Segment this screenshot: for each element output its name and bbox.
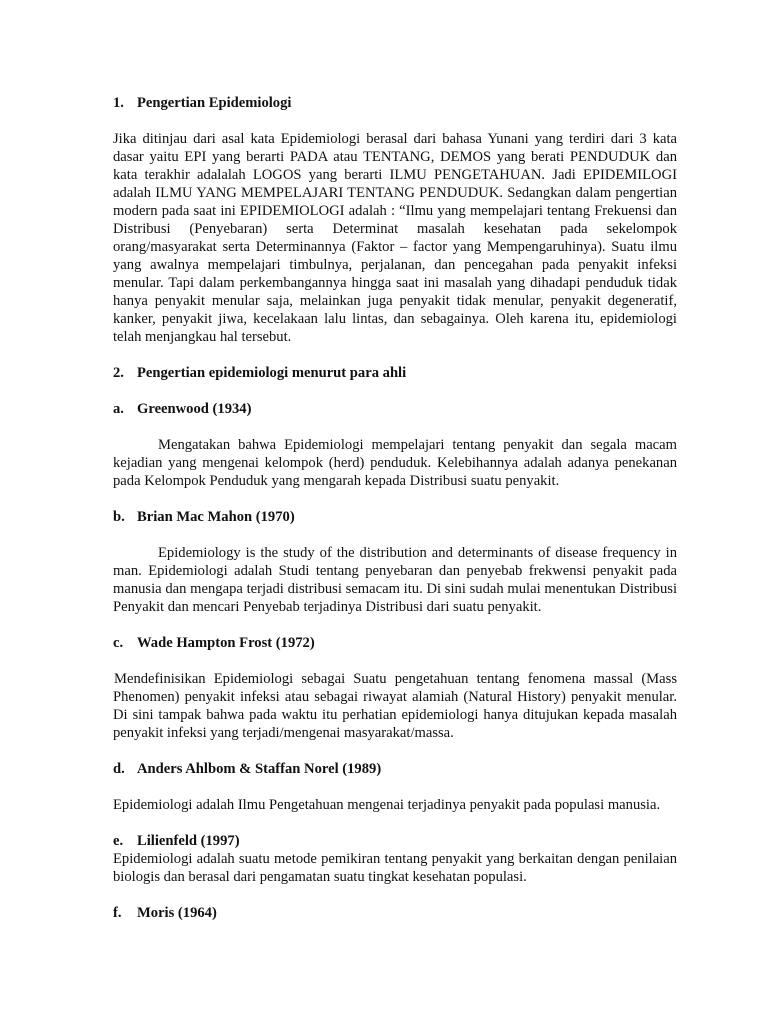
expert-b-body: Epidemiology is the study of the distribution and determinants of disease frequency in man. Epidemiologi adalah Studi tentang penyebaran dan penyebab frekwensi penyakit pada manusia dan mengapa terjadi distribusi semacam itu. Di sini sudah mulai menentukan Distribusi Penyakit dan mencari Penyebab terjadinya Distribusi dari suatu penyakit. [113,545,677,615]
expert-d-name: Anders Ahlbom & Staffan Norel (1989) [137,761,382,777]
section-1-heading [113,94,677,112]
expert-d-letter: d. [113,761,125,777]
expert-c-letter: c. [113,635,124,651]
expert-a-letter: a. [113,401,124,417]
expert-c-heading [113,634,677,652]
expert-b-name: Brian Mac Mahon (1970) [137,509,295,525]
expert-a-heading [113,400,677,418]
expert-a-name: Greenwood (1934) [137,401,252,417]
document-page [113,94,677,922]
expert-f-name: Moris (1964) [137,905,217,921]
section-2-number: 2. [113,365,124,381]
section-2-heading [113,364,677,382]
expert-e-letter: e. [113,833,124,849]
expert-b-letter: b. [113,509,125,525]
expert-c-name: Wade Hampton Frost (1972) [137,635,315,651]
expert-f-letter: f. [113,905,122,921]
section-1-number: 1. [113,95,124,111]
expert-d-heading [113,760,677,778]
expert-f-heading [113,904,677,922]
expert-e-body: Epidemiologi adalah suatu metode pemikiran tentang penyakit yang berkaitan dengan penilaian biologis dan berasal dari pengamatan suatu tingkat kesehatan populasi. [113,851,677,885]
expert-b-heading [113,508,677,526]
section-1-body: Jika ditinjau dari asal kata Epidemiologi berasal dari bahasa Yunani yang terdiri dari 3 kata dasar yaitu EPI yang berarti PADA atau TENTANG, DEMOS yang berati PENDUDUK dan kata terakhir adalalah LOGOS yang berarti ILMU PENGETAHUAN. Jadi EPIDEMILOGI adalah ILMU YANG MEMPELAJARI TENTANG PENDUDUK. Sedangkan dalam pengertian modern pada saat ini EPIDEMIOLOGI adalah : “Ilmu yang mempelajari tentang Frekuensi dan Distribusi (Penyebaran) serta Determinat masalah kesehatan pada sekelompok orang/masyarakat serta Determinannya (Faktor – factor yang Mempengaruhinya). Suatu ilmu yang awalnya mempelajari timbulnya, perjalanan, dan pencegahan pada penyakit infeksi menular. Tapi dalam perkembangannya hingga saat ini masalah yang dihadapi penduduk tidak hanya penyakit menular saja, melainkan juga penyakit tidak menular, penyakit degeneratif, kanker, penyakit jiwa, kecelakaan lalu lintas, dan sebagainya. Oleh karena itu, epidemiologi telah menjangkau hal tersebut. [113,131,677,345]
expert-c-body: Mendefinisikan Epidemiologi sebagai Suatu pengetahuan tentang fenomena massal (Mass Phenomen) penyakit infeksi atau sebagai riwayat alamiah (Natural History) penyakit menular. Di sini tampak bahwa pada waktu itu perhatian epidemiologi hanya ditujukan kepada masalah penyakit infeksi yang terjadi/mengenai masyarakat/massa. [113,671,677,741]
expert-a-body: Mengatakan bahwa Epidemiologi mempelajari tentang penyakit dan segala macam kejadian yang mengenai kelompok (herd) penduduk. Kelebihannya adalah adanya penekanan pada Kelompok Penduduk yang mengarah kepada Distribusi suatu penyakit. [113,437,677,489]
expert-e-heading [113,832,677,850]
expert-e-name: Lilienfeld (1997) [137,833,240,849]
section-1-title: Pengertian Epidemiologi [137,95,292,111]
expert-d-body: Epidemiologi adalah Ilmu Pengetahuan mengenai terjadinya penyakit pada populasi manusia. [113,797,661,813]
section-2-title: Pengertian epidemiologi menurut para ahli [137,365,407,381]
